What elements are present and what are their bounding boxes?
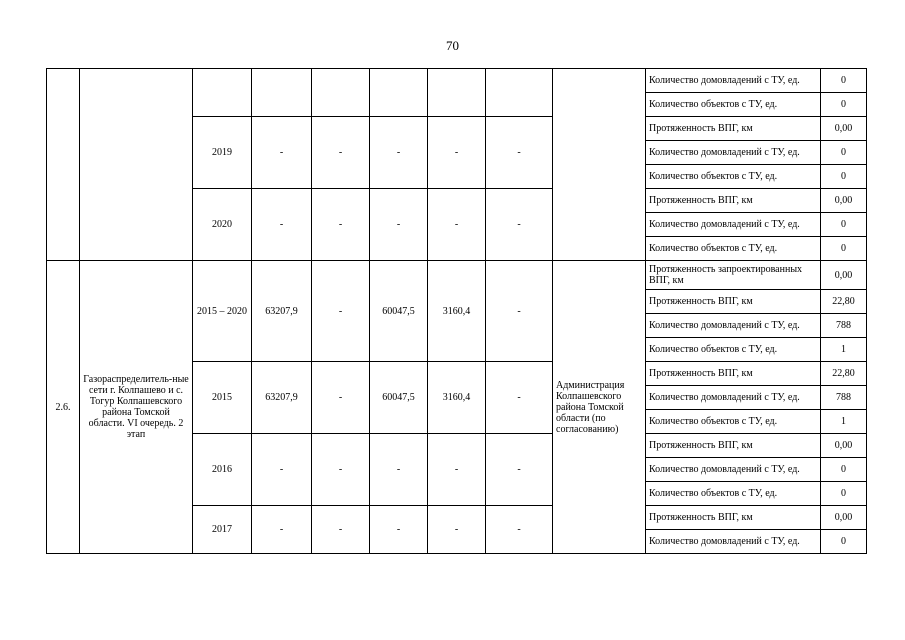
indicator-label-cell: Количество объектов с ТУ, ед. [646, 338, 821, 362]
indicator-value-cell: 0 [821, 69, 867, 93]
year-cell [193, 69, 252, 117]
indicator-value-cell: 22,80 [821, 290, 867, 314]
funding-value-cell: 63207,9 [252, 261, 312, 362]
funding-value-cell [486, 69, 553, 117]
funding-value-cell [312, 69, 370, 117]
indicator-label-cell: Количество объектов с ТУ, ед. [646, 410, 821, 434]
funding-value-cell: - [486, 362, 553, 434]
funding-value-cell: - [486, 434, 553, 506]
indicator-label-cell: Протяженность ВПГ, км [646, 117, 821, 141]
funding-value-cell [370, 69, 428, 117]
page-number: 70 [446, 38, 459, 53]
year-cell: 2016 [193, 434, 252, 506]
year-cell: 2015 – 2020 [193, 261, 252, 362]
indicator-label-cell: Количество домовладений с ТУ, ед. [646, 69, 821, 93]
indicator-label-cell: Количество объектов с ТУ, ед. [646, 93, 821, 117]
indicator-value-cell: 0,00 [821, 261, 867, 290]
item-name-cell: Газораспределитель-ные сети г. Колпашево и с. Тогур Колпашевского района Томской области. VI очередь. 2 этап [80, 261, 193, 554]
funding-value-cell: - [312, 261, 370, 362]
funding-value-cell: - [312, 506, 370, 554]
indicator-value-cell: 0 [821, 141, 867, 165]
funding-value-cell: - [252, 189, 312, 261]
funding-value-cell: 60047,5 [370, 261, 428, 362]
indicator-label-cell: Протяженность ВПГ, км [646, 189, 821, 213]
funding-value-cell [428, 69, 486, 117]
indicator-label-cell: Количество домовладений с ТУ, ед. [646, 141, 821, 165]
funding-value-cell: - [486, 189, 553, 261]
indicator-value-cell: 0 [821, 213, 867, 237]
indicator-value-cell: 0 [821, 458, 867, 482]
indicator-label-cell: Количество домовладений с ТУ, ед. [646, 314, 821, 338]
funding-value-cell: 63207,9 [252, 362, 312, 434]
indicator-label-cell: Количество домовладений с ТУ, ед. [646, 530, 821, 554]
funding-value-cell: 60047,5 [370, 362, 428, 434]
funding-value-cell: - [370, 189, 428, 261]
indicator-value-cell: 0 [821, 165, 867, 189]
indicator-value-cell: 0,00 [821, 506, 867, 530]
funding-value-cell: - [486, 506, 553, 554]
indicator-value-cell: 0 [821, 482, 867, 506]
funding-value-cell: - [312, 189, 370, 261]
funding-value-cell [252, 69, 312, 117]
indicator-label-cell: Протяженность запроектированных ВПГ, км [646, 261, 821, 290]
funding-value-cell: - [428, 117, 486, 189]
indicator-label-cell: Количество домовладений с ТУ, ед. [646, 386, 821, 410]
funding-value-cell: - [312, 117, 370, 189]
indicator-value-cell: 788 [821, 386, 867, 410]
table-row [47, 69, 867, 93]
funding-value-cell: - [428, 506, 486, 554]
indicator-label-cell: Протяженность ВПГ, км [646, 434, 821, 458]
indicator-label-cell: Количество объектов с ТУ, ед. [646, 165, 821, 189]
item-number-cell [47, 69, 80, 261]
indicator-value-cell: 0,00 [821, 189, 867, 213]
funding-value-cell: 3160,4 [428, 261, 486, 362]
indicator-label-cell: Количество домовладений с ТУ, ед. [646, 458, 821, 482]
indicator-value-cell: 1 [821, 338, 867, 362]
year-cell: 2017 [193, 506, 252, 554]
item-name-cell [80, 69, 193, 261]
indicator-value-cell: 0 [821, 93, 867, 117]
funding-value-cell: - [312, 434, 370, 506]
indicator-label-cell: Протяженность ВПГ, км [646, 290, 821, 314]
indicator-value-cell: 1 [821, 410, 867, 434]
funding-value-cell: - [370, 117, 428, 189]
funding-value-cell: - [312, 362, 370, 434]
indicator-value-cell: 0 [821, 237, 867, 261]
funding-value-cell: - [370, 506, 428, 554]
executor-cell: Администрация Колпашевского района Томской области (по согласованию) [553, 261, 646, 554]
table-row [47, 261, 867, 290]
funding-value-cell: - [370, 434, 428, 506]
indicator-label-cell: Протяженность ВПГ, км [646, 362, 821, 386]
item-number-cell: 2.6. [47, 261, 80, 554]
indicator-label-cell: Количество объектов с ТУ, ед. [646, 237, 821, 261]
indicator-label-cell: Количество домовладений с ТУ, ед. [646, 213, 821, 237]
indicator-value-cell: 0 [821, 530, 867, 554]
funding-value-cell: - [252, 506, 312, 554]
funding-value-cell: - [486, 117, 553, 189]
executor-cell [553, 69, 646, 261]
funding-value-cell: - [486, 261, 553, 362]
year-cell: 2020 [193, 189, 252, 261]
program-table [46, 68, 867, 554]
funding-value-cell: - [428, 189, 486, 261]
funding-value-cell: 3160,4 [428, 362, 486, 434]
indicator-value-cell: 22,80 [821, 362, 867, 386]
year-cell: 2019 [193, 117, 252, 189]
funding-value-cell: - [252, 434, 312, 506]
year-cell: 2015 [193, 362, 252, 434]
funding-value-cell: - [428, 434, 486, 506]
indicator-value-cell: 0,00 [821, 434, 867, 458]
indicator-value-cell: 0,00 [821, 117, 867, 141]
indicator-value-cell: 788 [821, 314, 867, 338]
indicator-label-cell: Количество объектов с ТУ, ед. [646, 482, 821, 506]
funding-value-cell: - [252, 117, 312, 189]
indicator-label-cell: Протяженность ВПГ, км [646, 506, 821, 530]
